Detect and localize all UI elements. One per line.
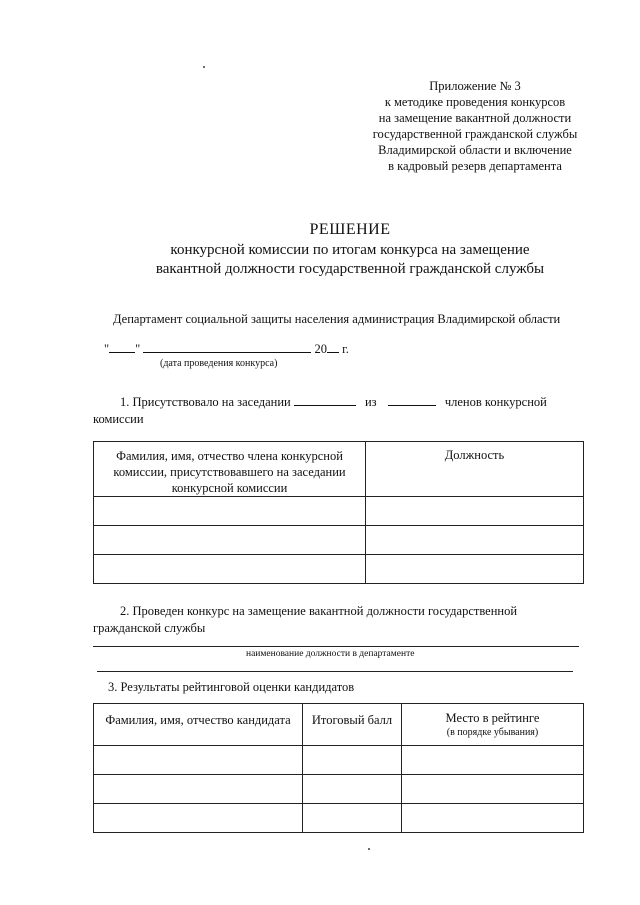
rank-header <box>402 704 584 746</box>
appendix-line: на замещение вакантной должности <box>378 111 572 125</box>
candidate-name-header: Фамилия, имя, отчество кандидата <box>94 704 303 746</box>
section1-text <box>120 394 547 411</box>
table-cell[interactable] <box>366 497 584 526</box>
present-count-blank <box>294 394 356 406</box>
month-blank <box>143 341 311 353</box>
appendix-block <box>350 78 600 174</box>
appendix-line: к методике проведения конкурсов <box>384 95 566 109</box>
total-count-blank <box>388 394 436 406</box>
table-row <box>94 526 584 555</box>
table-cell[interactable] <box>402 775 584 804</box>
table-header-row <box>94 704 584 746</box>
section1-members: членов конкурсной <box>444 395 547 409</box>
day-blank <box>109 341 135 353</box>
scan-speck <box>203 66 205 68</box>
section1-text-cont: комиссии <box>93 412 144 426</box>
appendix-line: Приложение № 3 <box>429 79 521 93</box>
table-cell[interactable] <box>94 804 303 833</box>
quote-close: " <box>135 342 141 356</box>
header-line: Фамилия, имя, отчество члена конкурсной <box>116 449 343 463</box>
position-name-line[interactable] <box>93 646 579 647</box>
scan-speck <box>368 848 370 850</box>
appendix-line: в кадровый резерв департамента <box>388 159 562 173</box>
header-line: конкурсной комиссии <box>171 481 288 495</box>
section1-label: 1. Присутствовало на заседании <box>120 395 291 409</box>
appendix-line: Владимирской области и включение <box>378 143 572 157</box>
title-line: вакантной должности государственной гражданской службы <box>155 261 545 277</box>
table-cell[interactable] <box>303 775 402 804</box>
rank-header-label: Место в рейтинге <box>445 711 540 725</box>
table-cell[interactable] <box>402 804 584 833</box>
rank-header-note: (в порядке убывания) <box>446 727 539 738</box>
position-name-caption: наименование должности в департаменте <box>246 649 415 659</box>
quote-open: " <box>104 342 110 356</box>
table-row <box>94 555 584 584</box>
score-header: Итоговый балл <box>303 704 402 746</box>
table-cell[interactable] <box>94 526 366 555</box>
table-cell[interactable] <box>94 497 366 526</box>
title-heading: РЕШЕНИЕ <box>309 221 391 238</box>
year-suffix: г. <box>342 342 349 356</box>
table-row <box>94 775 584 804</box>
members-table <box>93 441 584 584</box>
table-cell[interactable] <box>303 804 402 833</box>
table-row <box>94 497 584 526</box>
table-cell[interactable] <box>366 526 584 555</box>
table-cell[interactable] <box>94 746 303 775</box>
section2-line2: гражданской службы <box>93 621 206 635</box>
section3-heading: 3. Результаты рейтинговой оценки кандидатов <box>108 680 355 694</box>
table-cell[interactable] <box>303 746 402 775</box>
table-header-row <box>94 442 584 497</box>
table-row <box>94 746 584 775</box>
title-line: конкурсной комиссии по итогам конкурса на замещение <box>170 242 530 258</box>
year-prefix: 20 <box>314 342 327 356</box>
date-caption: (дата проведения конкурса) <box>160 358 278 369</box>
section1-from: из <box>364 395 377 409</box>
candidates-table <box>93 703 584 833</box>
department-name: Департамент социальной защиты населения администрация Владимирской области <box>113 312 561 326</box>
date-line <box>104 341 349 357</box>
year-blank <box>327 341 339 353</box>
table-cell[interactable] <box>94 775 303 804</box>
section2-line1: 2. Проведен конкурс на замещение вакантной должности государственной <box>120 604 518 618</box>
document-title <box>0 220 640 279</box>
position-name-line-2[interactable] <box>97 671 573 672</box>
member-name-header <box>94 442 366 497</box>
appendix-line: государственной гражданской службы <box>372 127 578 141</box>
header-line: комиссии, присутствовавшего на заседании <box>113 465 346 479</box>
table-cell[interactable] <box>366 555 584 584</box>
table-cell[interactable] <box>402 746 584 775</box>
table-cell[interactable] <box>94 555 366 584</box>
position-header: Должность <box>366 442 584 497</box>
table-row <box>94 804 584 833</box>
